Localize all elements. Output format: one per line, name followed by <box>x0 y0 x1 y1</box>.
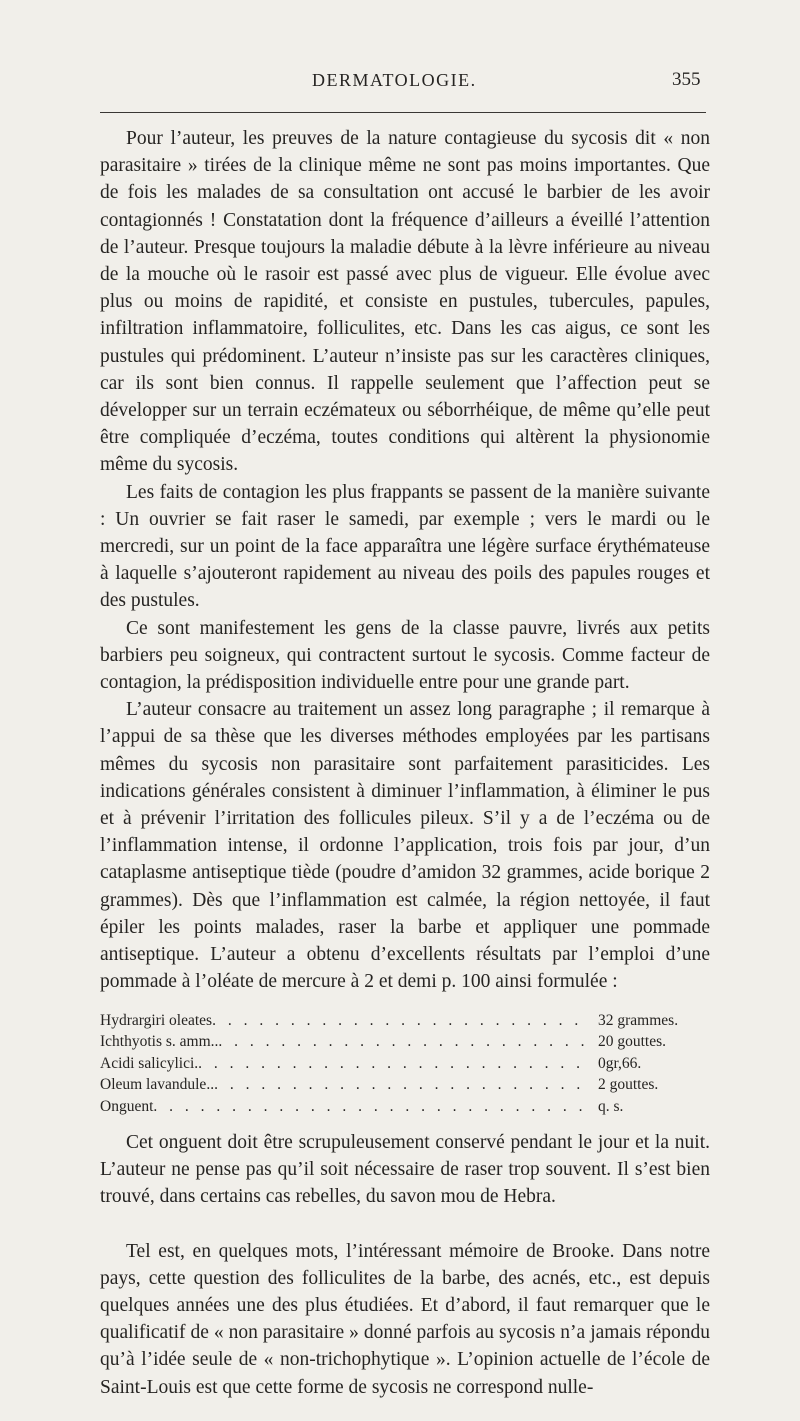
formula-quantity: 2 gouttes. <box>598 1076 659 1093</box>
body-text <box>100 125 710 1401</box>
leader-dots <box>212 1010 590 1032</box>
formula-row <box>100 1053 710 1075</box>
page-number: 355 <box>672 69 701 90</box>
formula-quantity: 32 grammes. <box>598 1011 679 1029</box>
formula-ingredient: Oleum lavandule.. <box>100 1076 215 1093</box>
leader-dots <box>218 1031 590 1053</box>
running-head <box>0 64 800 104</box>
leader-dots <box>214 1074 590 1096</box>
running-title: DERMATOLOGIE. <box>312 70 477 90</box>
formula-ingredient: Hydrargiri oleates <box>100 1011 213 1029</box>
paragraph-ointment-use: Cet onguent doit être scrupuleusement conservé pendant le jour et la nuit. L’auteur ne pense pas qu’il soit nécessaire de raser trop souvent. Il s’est bien trouvé, dans certains cas rebelles, du savon mou de Hebra. <box>100 1132 710 1208</box>
paragraph-treatment: L’auteur consacre au traitement un assez long paragraphe ; il remarque à l’appui de sa thèse que les diverses méthodes employées par les partisans mêmes du sycosis non parasitaire sont parfaitement parasiticides. Les indications générales consistent à diminuer l’inflammation, à éliminer le pus et à prévenir l’irritation des follicules pileux. S’il y a de l’eczéma ou de l’inflammation intense, il ordonne l’application, trois fois par jour, d’un cataplasme antiseptique tiède (poudre d’amidon 32 grammes, acide borique 2 grammes). Dès que l’inflammation est calmée, la région nettoyée, il faut épiler les points malades, raser la barbe et appliquer une pommade antiseptique. L’auteur a obtenu d’excellents résultats par l’emploi d’une pommade à l’oléate de mercure à 2 et demi p. 100 ainsi formulée : <box>100 699 710 993</box>
header-rule <box>100 112 706 113</box>
paragraph-poor-class: Ce sont manifestement les gens de la classe pauvre, livrés aux petits barbiers peu soigneux, qui contractent surtout le sycosis. Comme facteur de contagion, la prédisposition individuelle entre pour une grande part. <box>100 617 710 694</box>
formula-ingredient: Ichthyotis s. amm.. <box>100 1033 219 1050</box>
leader-dots <box>153 1096 590 1118</box>
formula-row <box>100 1010 710 1032</box>
formula-row <box>100 1074 710 1096</box>
formula-ingredient: Acidi salicylici. <box>100 1054 199 1072</box>
formula-quantity: 0gr,66. <box>598 1054 642 1072</box>
formula-row <box>100 1031 710 1053</box>
formula-quantity: q. s. <box>598 1097 624 1115</box>
leader-dots <box>198 1053 590 1075</box>
formula-ingredient: Onguent <box>100 1097 154 1115</box>
paragraph-brooke-summary: Tel est, en quelques mots, l’intéressant mémoire de Brooke. Dans notre pays, cette question des folliculites de la barbe, des acnés, etc., est depuis quelques années une des plus étudiées. Et d’abord, il faut remarquer que le qualificatif de « non parasitaire » donné parfois au sycosis n’a jamais répondu qu’à l’idée seule de « non-trichophytique ». L’opinion actuelle de l’école de Saint-Louis est que cette forme de sycosis ne correspond nulle- <box>100 1240 710 1398</box>
paragraph-contagion-facts: Les faits de contagion les plus frappants se passent de la manière suivante : Un ouvrier se fait raser le samedi, par exemple ; vers le mardi ou le mercredi, sur un point de la face apparaîtra une légère surface érythémateuse à laquelle s’ajouteront rapidement au niveau des poils des papules rouges et des pustules. <box>100 481 710 612</box>
ointment-formula <box>100 1010 710 1118</box>
formula-row <box>100 1096 710 1118</box>
formula-quantity: 20 gouttes. <box>598 1033 667 1050</box>
paragraph-contagion-evidence: Pour l’auteur, les preuves de la nature contagieuse du sycosis dit « non parasitaire » tirées de la clinique même ne sont pas moins importantes. Que de fois les malades de sa consultation ont accusé le barbier de les avoir contagionnés ! Constatation dont la fréquence d’ailleurs a éveillé l’attention de l’auteur. Presque toujours la maladie débute à la lèvre inférieure au niveau de la mouche où le rasoir est passé avec plus de vigueur. Elle évolue avec plus ou moins de rapidité, et consiste en pustules, tubercules, papules, infiltration inflammatoire, folliculites, etc. Dans les cas aigus, ce sont les pustules qui prédominent. L’auteur n’insiste pas sur les caractères cliniques, car ils sont bien connus. Il rappelle seulement que l’affection peut se développer sur un terrain eczémateux ou séborrhéique, de même qu’elle peut être compliquée d’eczéma, toutes conditions qui altèrent la physionomie même du sycosis. <box>100 128 710 476</box>
section-gap <box>100 1211 710 1238</box>
